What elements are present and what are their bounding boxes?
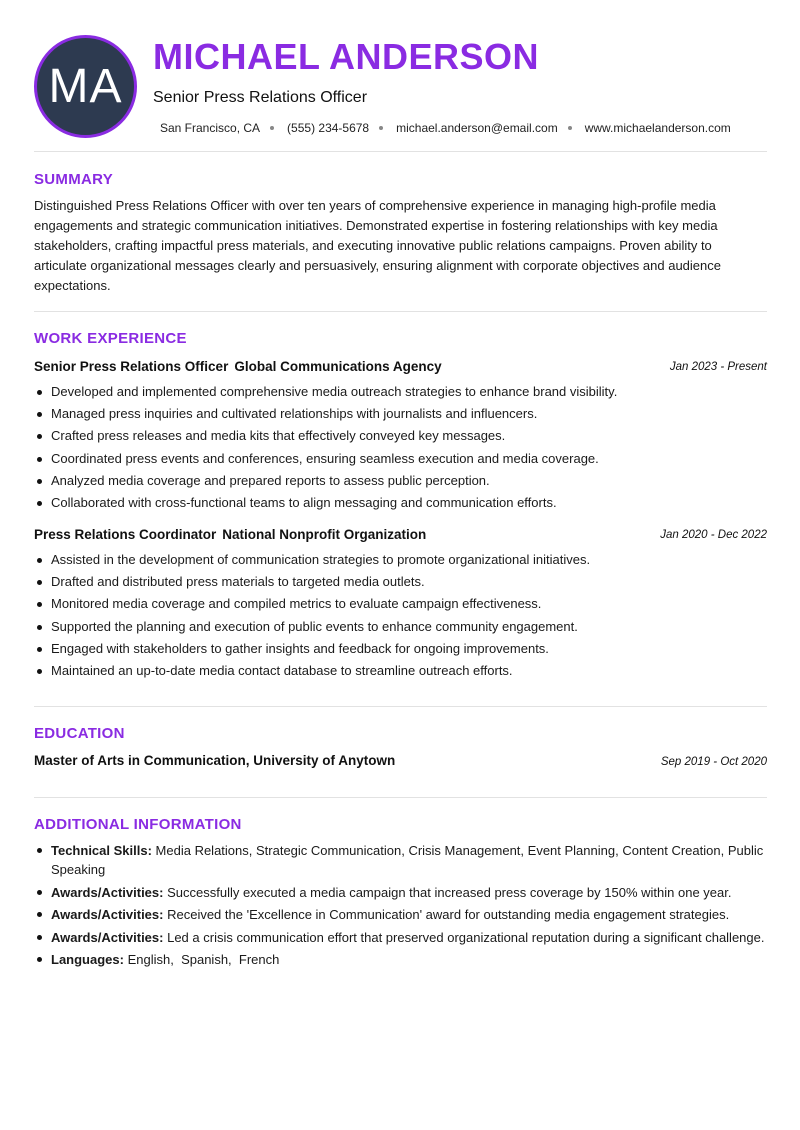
additional-info-list [34, 841, 767, 973]
info-label: Awards/Activities: [51, 907, 164, 922]
education-dates: Sep 2019 - Oct 2020 [660, 756, 767, 768]
divider [34, 797, 767, 798]
summary-text: Distinguished Press Relations Officer with over ten years of comprehensive experience in managing high-profile media engagements and strategic communication initiatives. Demonstrated expertise in fostering relationships with key media stakeholders, crafting impactful press materials, and executing innovative public relations campaigns. Proven ability to articulate organizational messages clearly and persuasively, ensuring alignment with corporate objectives and audience expectations. [34, 198, 721, 293]
job-role: Senior Press Relations Officer [34, 359, 229, 374]
info-label: Technical Skills: [51, 843, 152, 858]
contact-phone: (555) 234-5678 [287, 121, 370, 135]
section-title-experience: WORK EXPERIENCE [34, 330, 187, 347]
separator-dot [379, 126, 383, 130]
info-item [34, 905, 767, 924]
list-item: Assisted in the development of communication strategies to promote organizational initiatives. [34, 549, 767, 571]
info-text: English, Spanish, French [127, 952, 280, 967]
list-item: Analyzed media coverage and prepared reports to assess public perception. [34, 470, 767, 492]
list-item: Coordinated press events and conferences, ensuring seamless execution and media coverage. [34, 448, 767, 470]
candidate-name: MICHAEL ANDERSON [153, 36, 540, 77]
job-bullets [34, 381, 767, 514]
section-title-summary: SUMMARY [34, 171, 114, 188]
list-item: Engaged with stakeholders to gather insights and feedback for ongoing improvements. [34, 638, 767, 660]
avatar [34, 35, 137, 138]
info-text: Received the 'Excellence in Communication' award for outstanding media engagement strategies. [167, 907, 730, 922]
list-item: Monitored media coverage and compiled metrics to evaluate campaign effectiveness. [34, 593, 767, 615]
list-item: Managed press inquiries and cultivated relationships with journalists and influencers. [34, 403, 767, 425]
info-item [34, 950, 767, 969]
info-label: Awards/Activities: [51, 884, 164, 900]
job-company: Global Communications Agency [234, 359, 442, 374]
education-degree: Master of Arts in Communication, University of Anytown [34, 753, 396, 768]
candidate-title: Senior Press Relations Officer [153, 89, 368, 106]
section-title-education: EDUCATION [34, 725, 125, 742]
info-item [34, 928, 767, 947]
section-title-additional: ADDITIONAL INFORMATION [34, 816, 242, 833]
contact-location: San Francisco, CA [160, 121, 261, 135]
job-bullets [34, 549, 767, 682]
list-item: Maintained an up-to-date media contact database to streamline outreach efforts. [34, 660, 767, 682]
info-label: Languages: [51, 952, 124, 967]
info-item [34, 841, 767, 879]
list-item: Collaborated with cross-functional teams to align messaging and communication efforts. [34, 492, 767, 514]
separator-dot [270, 126, 274, 130]
avatar-initials: MA [48, 60, 123, 113]
contact-website[interactable]: www.michaelanderson.com [584, 121, 731, 135]
list-item: Drafted and distributed press materials to targeted media outlets. [34, 571, 767, 593]
info-item [34, 883, 767, 902]
info-text: Successfully executed a media campaign that increased press coverage by 150% within one year. [167, 884, 732, 900]
job-header [34, 359, 767, 374]
job-dates: Jan 2020 - Dec 2022 [660, 529, 767, 541]
separator-dot [568, 126, 572, 130]
divider [34, 706, 767, 707]
job-role: Press Relations Coordinator [34, 527, 217, 542]
job-company: National Nonprofit Organization [222, 527, 427, 542]
job-dates: Jan 2023 - Present [669, 361, 767, 373]
contact-email[interactable]: michael.anderson@email.com [396, 121, 558, 135]
divider [34, 151, 767, 152]
list-item: Supported the planning and execution of public events to enhance community engagement. [34, 616, 767, 638]
contact-info [160, 121, 731, 135]
list-item: Crafted press releases and media kits that effectively conveyed key messages. [34, 425, 767, 447]
info-text: Led a crisis communication effort that preserved organizational reputation during a significant challenge. [167, 929, 765, 945]
divider [34, 311, 767, 312]
info-text: Media Relations, Strategic Communication, Crisis Management, Event Planning, Content Creation, Public Speaking [51, 843, 764, 877]
list-item: Developed and implemented comprehensive media outreach strategies to enhance brand visibility. [34, 381, 767, 403]
info-label: Awards/Activities: [51, 929, 164, 945]
job-header [34, 527, 767, 542]
